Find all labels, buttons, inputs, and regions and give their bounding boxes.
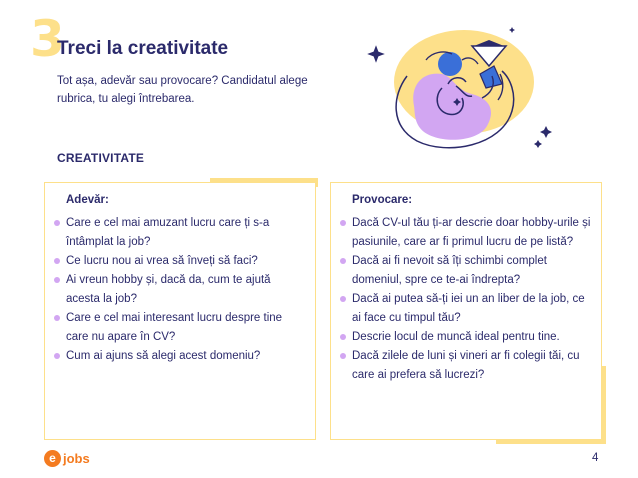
dare-question: Dacă ai putea să-ți iei un an liber de la job, ce ai face cu timpul tău?: [340, 290, 594, 328]
truth-question: Ce lucru nou ai vrea să înveți să faci?: [54, 252, 294, 271]
ejobs-logo-text: jobs: [63, 451, 90, 466]
bullet-icon: [54, 258, 60, 264]
truth-question-list: [54, 214, 294, 366]
page-title: Treci la creativitate: [57, 38, 229, 59]
ejobs-logo-icon: e: [44, 450, 61, 467]
page-number: 4: [592, 452, 599, 464]
section-title: CREATIVITATE: [57, 151, 145, 165]
truth-card-label: Adevăr:: [66, 194, 109, 206]
truth-question: Cum ai ajuns să alegi acest domeniu?: [54, 347, 294, 366]
bullet-icon: [340, 220, 346, 226]
dare-question-list: [340, 214, 594, 385]
truth-question: Care e cel mai interesant lucru despre tine care nu apare în CV?: [54, 309, 294, 347]
step-number: 3: [30, 10, 65, 68]
intro-text: Tot așa, adevăr sau provocare? Candidatul alege rubrica, tu alegi întrebarea.: [57, 75, 308, 105]
truth-question: Care e cel mai amuzant lucru care ți s-a întâmplat la job?: [54, 214, 294, 252]
dare-card-label: Provocare:: [352, 194, 413, 206]
bullet-icon: [340, 334, 346, 340]
bullet-icon: [54, 220, 60, 226]
bullet-icon: [340, 258, 346, 264]
bullet-icon: [340, 353, 346, 359]
dare-question: Dacă ai fi nevoit să îți schimbi complet domeniul, spre ce te-ai îndrepta?: [340, 252, 594, 290]
bullet-icon: [54, 277, 60, 283]
truth-question: Ai vreun hobby și, dacă da, cum te ajută acesta la job?: [54, 271, 294, 309]
ejobs-logo[interactable]: [44, 450, 90, 467]
dare-question: Dacă CV-ul tău ți-ar descrie doar hobby-urile și pasiunile, care ar fi primul lucru de pe listă?: [340, 214, 594, 252]
creativity-illustration-icon: [362, 16, 562, 156]
bullet-icon: [54, 315, 60, 321]
dare-question: Descrie locul de muncă ideal pentru tine.: [340, 328, 594, 347]
dare-question: Dacă zilele de luni și vineri ar fi colegii tăi, cu care ai prefera să lucrezi?: [340, 347, 594, 385]
bullet-icon: [54, 353, 60, 359]
bullet-icon: [340, 296, 346, 302]
